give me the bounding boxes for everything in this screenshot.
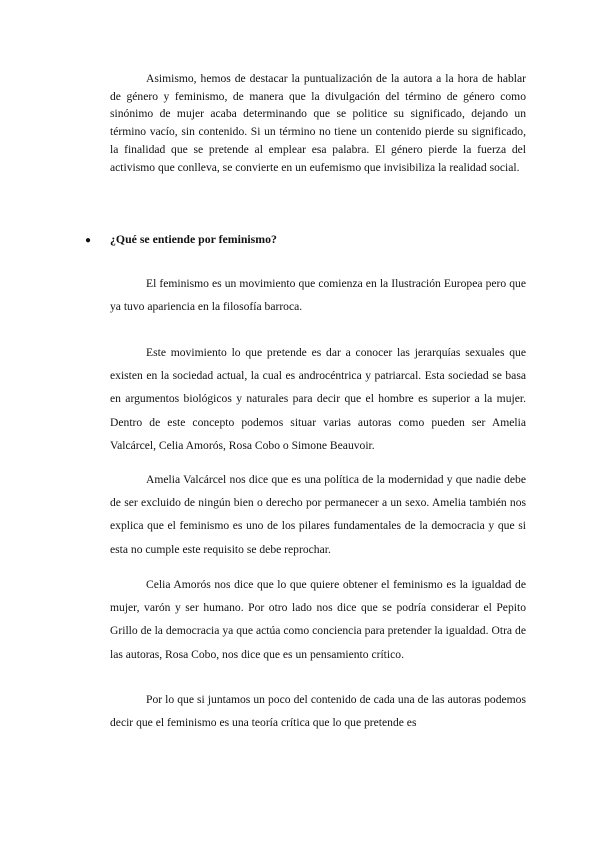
paragraph-valcarcel: Amelia Valcárcel nos dice que es una política de la modernidad y que nadie debe de ser excluido de ningún bien o derecho por permanecer a un sexo. Amelia también nos explica que el feminismo es uno de los pilares fundamentales de la democracia y que si esta no cumple este requisito se debe reprochar. <box>110 473 526 556</box>
paragraph-amoros: Celia Amorós nos dice que lo que quiere obtener el feminismo es la igualdad de mujer, varón y ser humano. Por otro lado nos dice que se podría considerar el Pepito Grillo de la democracia ya que actúa como conciencia para pretender la igualdad. Otra de las autoras, Rosa Cobo, nos dice que es un pensamiento crítico. <box>110 578 526 661</box>
section-heading <box>85 229 525 251</box>
section-heading-text: ¿Qué se entiende por feminismo? <box>110 232 277 246</box>
paragraph-intro: Asimismo, hemos de destacar la puntualización de la autora a la hora de hablar de género y feminismo, de manera que la divulgación del término de género como sinónimo de mujer acaba determinando que se politice su significado, dejando un término vacío, sin contenido. Si un término no tiene un contenido pierde su significado, la finalidad que se pretende al emplear esa palabra. El género pierde la fuerza del activismo que conlleva, se convierte en un eufemismo que invisibiliza la realidad social. <box>110 72 526 174</box>
paragraph-conclusion: Por lo que si juntamos un poco del contenido de cada una de las autoras podemos decir que el feminismo es una teoría crítica que lo que pretende es <box>110 693 526 730</box>
paragraph-origin: El feminismo es un movimiento que comienza en la Ilustración Europea pero que ya tuvo apariencia en la filosofía barroca. <box>110 277 526 314</box>
paragraph-purpose: Este movimiento lo que pretende es dar a conocer las jerarquías sexuales que existen en la sociedad actual, la cual es androcéntrica y patriarcal. Esta sociedad se basa en argumentos biológicos y naturales para decir que el hombre es superior a la mujer. Dentro de este concepto podemos situar varias autoras como pueden ser Amelia Valcárcel, Celia Amorós, Rosa Cobo o Simone Beauvoir. <box>110 346 526 452</box>
bullet-icon: ● <box>85 235 92 246</box>
